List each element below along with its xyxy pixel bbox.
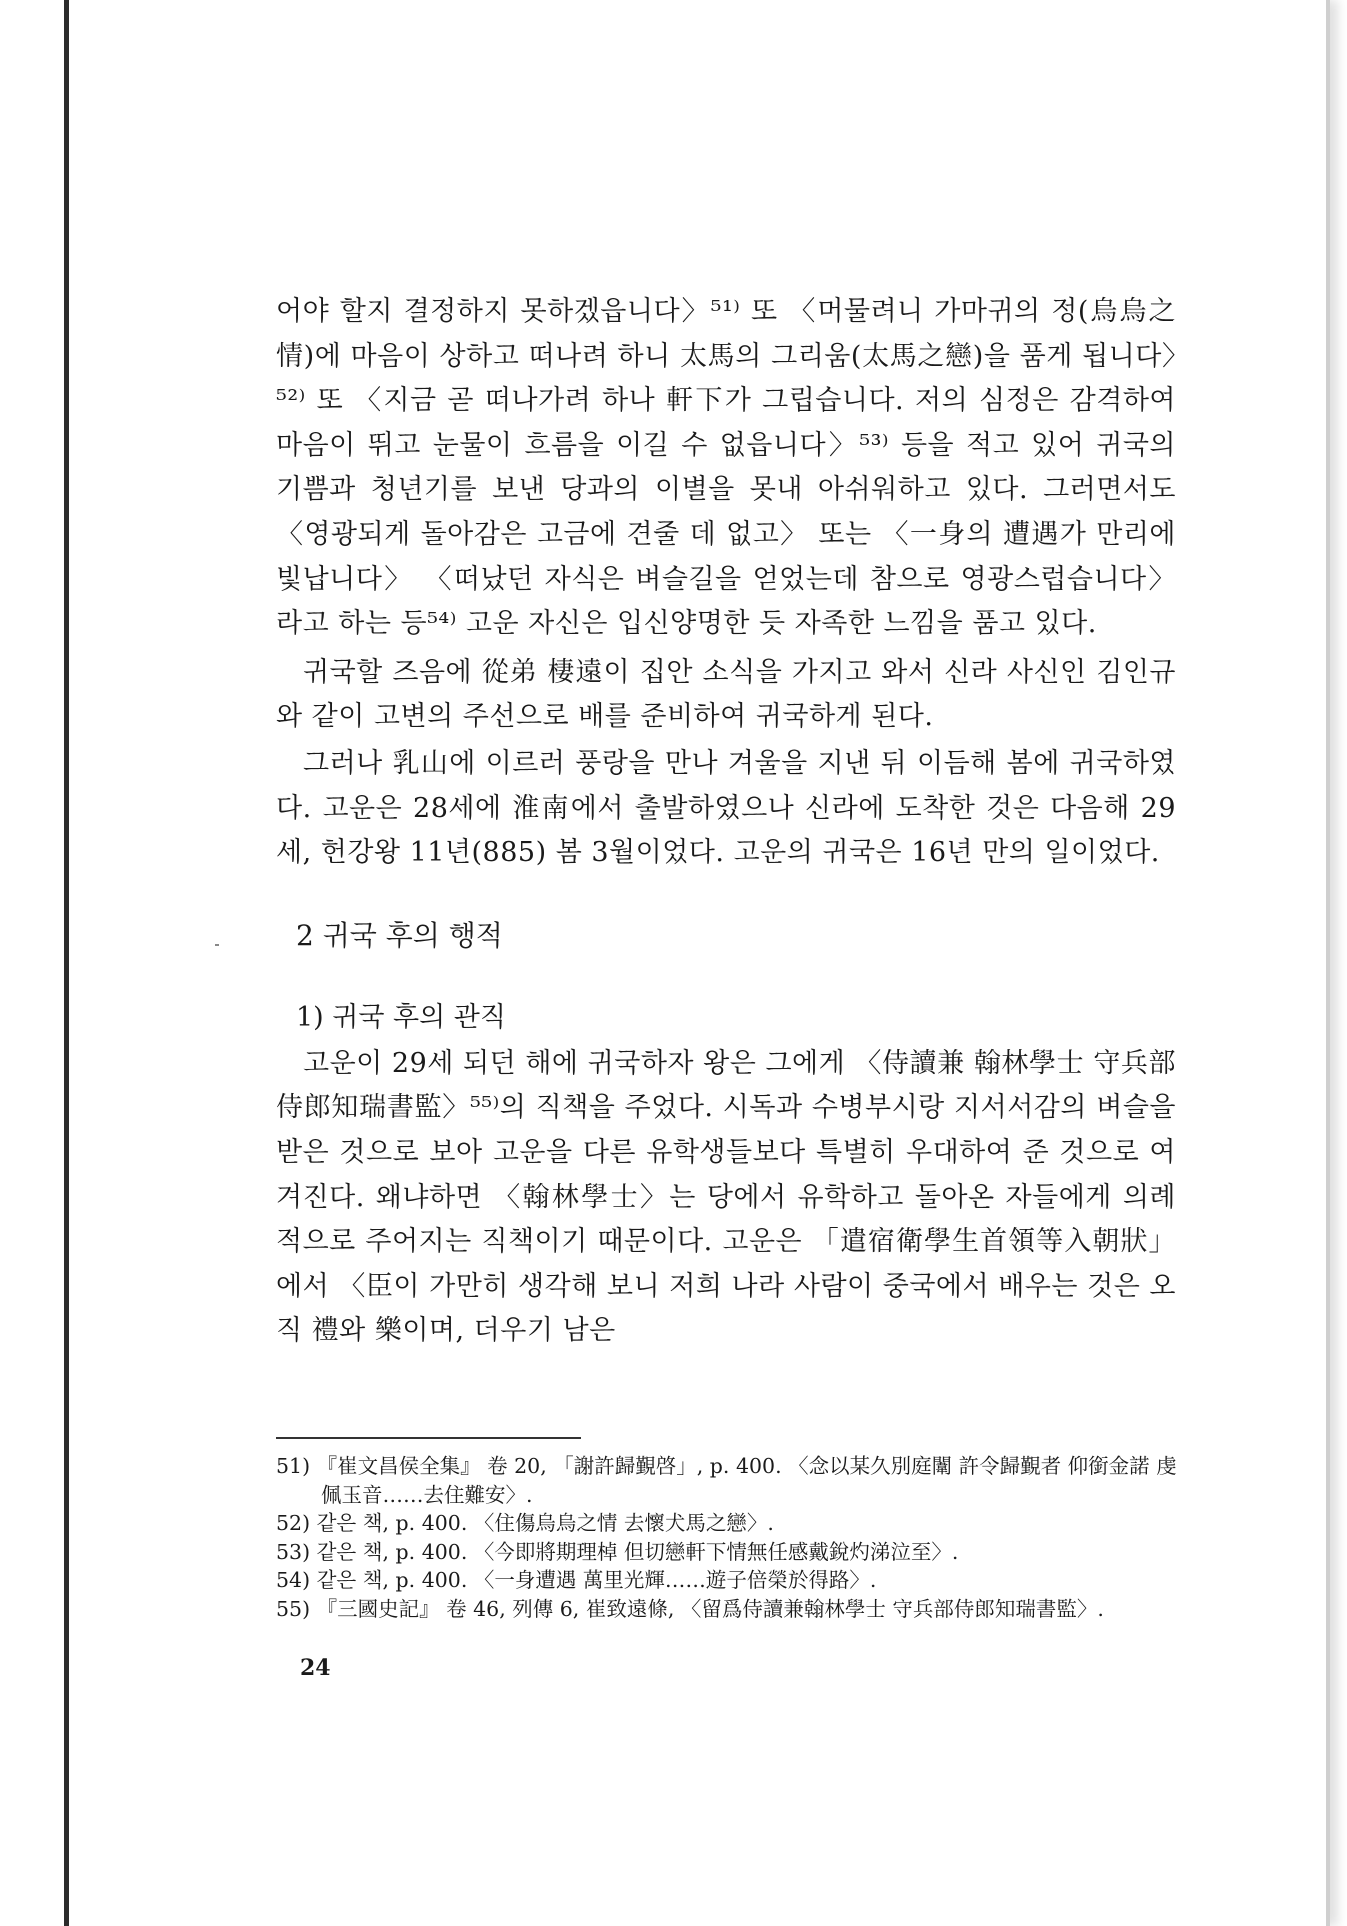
footnote-54: 54) 같은 책, p. 400. 〈一身遭遇 萬里光輝……遊子倍榮於得路〉. [276, 1568, 877, 1592]
footnote-55: 55) 『三國史記』 卷 46, 列傳 6, 崔致遠條, 〈留爲侍讀兼翰林學士 守兵部侍郎知瑞書監〉. [276, 1596, 1104, 1621]
subsection-heading: 1) 귀국 후의 관직 [296, 1001, 506, 1033]
footnote-53: 53) 같은 책, p. 400. 〈今即將期理棹 但切戀軒下情無任感戴銳灼涕泣至〉. [276, 1539, 959, 1564]
footnotes [276, 1452, 1186, 1623]
footnote-52: 52) 같은 책, p. 400. 〈住傷烏烏之情 去懷犬馬之戀〉. [276, 1511, 774, 1535]
footnote-divider [276, 1437, 581, 1439]
scan-speck [215, 944, 219, 946]
section-heading: 2 귀국 후의 행적 [296, 918, 503, 952]
paragraph-2: 귀국할 즈음에 從弟 棲遠이 집안 소식을 가지고 와서 신라 사신인 김인규와 같이 고변의 주선으로 배를 준비하여 귀국하게 된다. [276, 656, 1176, 733]
footnote-51: 51) 『崔文昌侯全集』 卷 20, 「謝許歸覲啓」, p. 400. 〈念以某久別庭闈 許令歸覲者 仰銜金諾 虔佩玉音……去住難安〉. [276, 1454, 1177, 1507]
paragraph-4: 고운이 29세 되던 해에 귀국하자 왕은 그에게 〈侍讀兼 翰林學士 守兵部侍郎知瑞書監〉⁵⁵⁾의 직책을 주었다. 시독과 수병부시랑 지서서감의 벼슬을 받은 것으로 보아 고운을 다른 유학생들보다 특별히 우대하여 준 것으로 여겨진다. 왜냐하면 〈翰林學士〉는 당에서 유학하고 돌아온 자들에게 의례적으로 주어지는 직책이기 때문이다. 고운은 「遣宿衛學生首領等入朝狀」에서 〈臣이 가만히 생각해 보니 저희 나라 사람이 중국에서 배우는 것은 오직 禮와 樂이며, 더우기 남은 [276, 1047, 1176, 1347]
body-text [276, 290, 1176, 1354]
paragraph-3: 그러나 乳山에 이르러 풍랑을 만나 겨울을 지낸 뒤 이듬해 봄에 귀국하였다. 고운은 28세에 淮南에서 출발하였으나 신라에 도착한 것은 다음해 29세, 헌강왕 11년(885) 봄 3월이었다. 고운의 귀국은 16년 만의 일이었다. [276, 747, 1176, 869]
paragraph-1: 어야 할지 결정하지 못하겠읍니다〉⁵¹⁾ 또 〈머물려니 가마귀의 정(烏烏之情)에 마음이 상하고 떠나려 하니 太馬의 그리움(太馬之戀)을 품게 됩니다〉⁵²⁾ 또 〈지금 곧 떠나가려 하나 軒下가 그립습니다. 저의 심정은 감격하여 마음이 뛰고 눈물이 흐름을 이길 수 없읍니다〉⁵³⁾ 등을 적고 있어 귀국의 기쁨과 청년기를 보낸 당과의 이별을 못내 아쉬워하고 있다. 그러면서도 〈영광되게 돌아감은 고금에 견줄 데 없고〉 또는 〈一身의 遭遇가 만리에 빛납니다〉 〈떠났던 자식은 벼슬길을 얻었는데 참으로 영광스럽습니다〉라고 하는 등⁵⁴⁾ 고운 자신은 입신양명한 듯 자족한 느낌을 품고 있다. [276, 296, 1176, 640]
page-number: 24 [300, 1655, 331, 1681]
